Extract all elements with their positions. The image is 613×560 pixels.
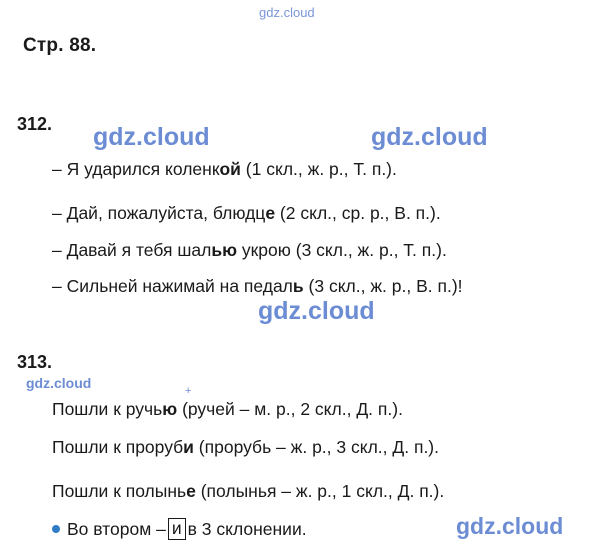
- watermark-e: gdz.cloud: [456, 513, 564, 539]
- line-bold: е: [186, 481, 196, 501]
- stress-mark-icon: +: [185, 385, 192, 397]
- boxed-letter: и: [168, 518, 186, 540]
- line-pre: Пошли к ручь: [52, 399, 163, 419]
- line-pre: Пошли к полынь: [52, 481, 187, 501]
- page-label: Стр. 88.: [23, 35, 97, 56]
- watermark-c: gdz.cloud: [258, 297, 375, 325]
- line-pre: – Сильней нажимай на педал: [52, 276, 293, 296]
- bullet-note: [52, 518, 307, 540]
- line-post: (ручей – м. р., 2 скл., Д. п.).: [177, 399, 403, 419]
- watermark-b: gdz.cloud: [371, 123, 488, 151]
- line-bold: и: [183, 437, 194, 457]
- answer-line: [52, 437, 439, 458]
- answer-line: [52, 203, 441, 224]
- line-bold: ой: [219, 159, 241, 179]
- line-post: (полынья – ж. р., 1 скл., Д. п.).: [195, 481, 445, 501]
- line-post: (прорубь – ж. р., 3 скл., Д. п.).: [193, 437, 439, 457]
- bullet-pre: Во втором –: [67, 518, 166, 539]
- answer-line: [52, 159, 397, 180]
- watermark-d: gdz.cloud: [26, 375, 92, 391]
- bullet-post: в 3 склонении.: [187, 518, 307, 539]
- bullet-dot-icon: [52, 525, 60, 533]
- line-pre: – Давай я тебя шал: [52, 240, 212, 260]
- line-pre: – Дай, пожалуйста, блюдц: [52, 203, 266, 223]
- line-pre: – Я ударился коленк: [52, 159, 220, 179]
- answer-line: [52, 240, 447, 261]
- line-bold: ю: [162, 399, 178, 419]
- answer-line: [52, 399, 403, 420]
- line-bold: е: [265, 203, 276, 223]
- line-pre: Пошли к проруб: [52, 437, 184, 457]
- line-post: укрою (3 скл., ж. р., Т. п.).: [237, 240, 447, 260]
- watermark-a: gdz.cloud: [93, 123, 210, 151]
- exercise-number-312: 312.: [17, 114, 53, 134]
- answer-line: [52, 276, 463, 297]
- line-post: (1 скл., ж. р., Т. п.).: [240, 159, 397, 179]
- line-post: (3 скл., ж. р., В. п.)!: [303, 276, 463, 296]
- watermark-top: gdz.cloud: [259, 5, 315, 20]
- line-post: (2 скл., ср. р., В. п.).: [275, 203, 441, 223]
- line-bold: ь: [292, 276, 304, 296]
- answer-line: [52, 481, 444, 502]
- line-bold: ью: [211, 240, 238, 260]
- exercise-number-313: 313.: [17, 352, 53, 372]
